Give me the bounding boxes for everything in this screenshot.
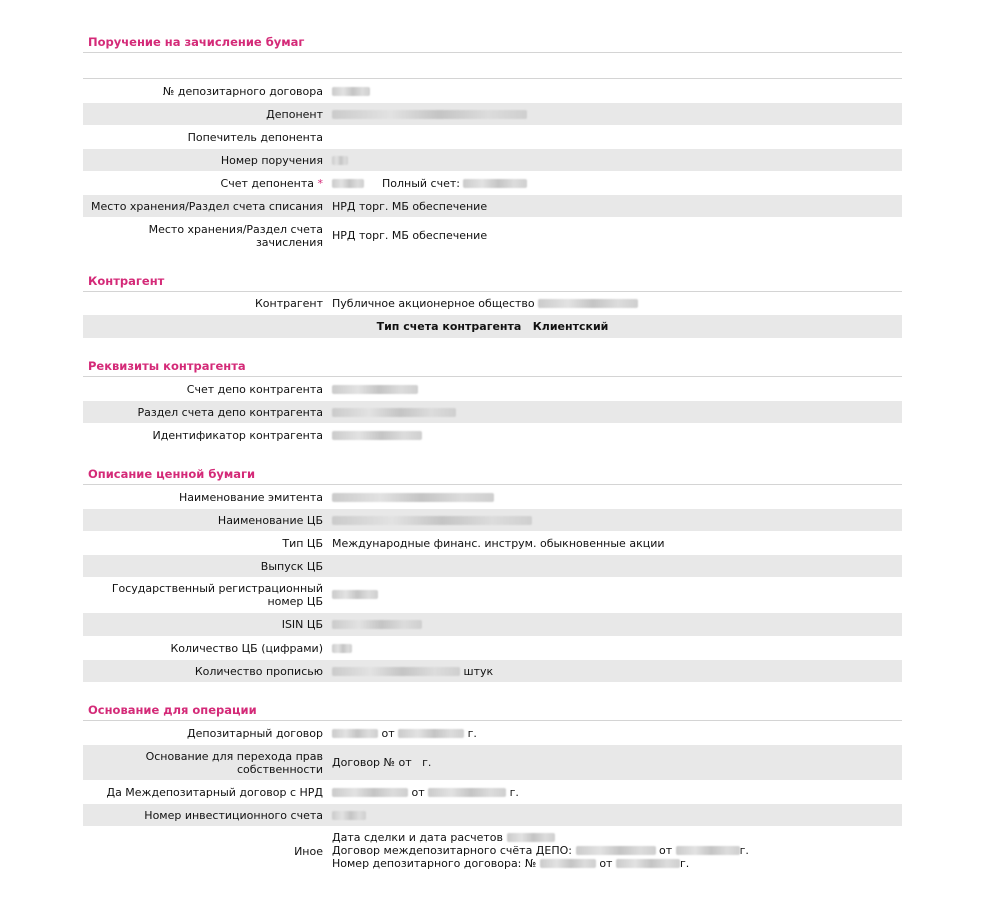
field-reg-no [83, 578, 902, 612]
field-security-type [83, 532, 902, 554]
section-title-order: Поручение на зачисление бумаг [88, 35, 305, 49]
field-issuer [83, 486, 902, 508]
depo-contract-no-value [540, 859, 596, 868]
depositor-label: Депонент [266, 108, 323, 121]
section-title-counterparty: Контрагент [88, 274, 165, 288]
field-contract-no [83, 80, 902, 102]
issue-label: Выпуск ЦБ [260, 560, 323, 573]
from-text: от [659, 844, 673, 857]
identifier-label: Идентификатор контрагента [152, 429, 323, 442]
section-title-security: Описание ценной бумаги [88, 467, 256, 481]
year-text: г. [467, 727, 477, 740]
order-no-label: Номер поручения [220, 154, 323, 167]
divider [83, 376, 902, 377]
depo-contract-no-date [616, 859, 680, 868]
counterparty-label: Контрагент [254, 297, 323, 310]
account-type-line [83, 320, 902, 333]
isin-value [332, 620, 422, 629]
reg-no-value [332, 590, 378, 599]
field-storage-debit [83, 195, 902, 217]
other-line-2: Договор междепозитарного счёта ДЕПО: [332, 844, 572, 857]
invest-label: Номер инвестиционного счета [144, 809, 323, 822]
field-other [83, 827, 902, 872]
field-security-name [83, 509, 902, 531]
field-depo-account [83, 378, 902, 400]
account-type-value: Клиентский [532, 320, 609, 333]
other-line-1: Дата сделки и дата расчетов [332, 831, 504, 844]
field-issue [83, 555, 902, 577]
counterparty-value: Публичное акционерное общество [332, 297, 535, 310]
qty-digits-value [332, 644, 352, 653]
from-text: от [599, 857, 613, 870]
section-title-basis: Основание для операции [88, 703, 257, 717]
depo-account-contract-value [576, 846, 656, 855]
other-value [332, 831, 749, 870]
field-invest-account [83, 804, 902, 826]
depo-account-value [332, 385, 418, 394]
field-qty-words [83, 660, 902, 682]
contract-no-value [332, 87, 370, 96]
field-identifier [83, 424, 902, 446]
isin-label: ISIN ЦБ [281, 618, 323, 631]
depo-account-label: Счет депо контрагента [186, 383, 323, 396]
field-depo-contract [83, 722, 902, 744]
divider [83, 52, 902, 53]
year-text: г. [739, 844, 749, 857]
invest-value [332, 811, 366, 820]
divider [83, 78, 902, 79]
identifier-value [332, 431, 422, 440]
field-nrd-contract [83, 781, 902, 803]
field-account [83, 172, 902, 194]
field-counterparty-account-type [83, 315, 902, 338]
issuer-label: Наименование эмитента [179, 491, 323, 504]
full-account-label: Полный счет: [382, 177, 460, 190]
depo-contract-label: Депозитарный договор [187, 727, 323, 740]
required-mark: * [317, 177, 323, 190]
full-account-value [463, 179, 527, 188]
field-order-no [83, 149, 902, 171]
year-text: г. [679, 857, 690, 870]
qty-words-label: Количество прописью [194, 665, 323, 678]
counterparty-name-redacted [538, 299, 638, 308]
reg-no-label: Государственный регистрационный номер ЦБ [111, 582, 323, 608]
field-depositor [83, 103, 902, 125]
divider [83, 484, 902, 485]
depo-contract-date [398, 729, 464, 738]
from-text: от [411, 786, 425, 799]
depositor-value [332, 110, 527, 119]
security-type-value: Международные финанс. инструм. обыкновенные акции [332, 537, 665, 550]
account-value [332, 179, 364, 188]
storage-credit-label: Место хранения/Раздел счета зачисления [148, 223, 323, 249]
from-text: от [398, 756, 412, 769]
other-label: Иное [294, 845, 323, 858]
nrd-contract-number [332, 788, 408, 797]
qty-unit: штук [463, 665, 494, 678]
rights-label: Основание для перехода прав собственности [145, 750, 323, 776]
depo-section-value [332, 408, 456, 417]
field-rights-basis [83, 745, 902, 780]
qty-words-value [332, 667, 460, 676]
account-label: Счет депонента * [220, 177, 323, 190]
field-depo-section [83, 401, 902, 423]
rights-value: Договор № [332, 756, 395, 769]
security-name-value [332, 516, 532, 525]
depo-section-label: Раздел счета депо контрагента [137, 406, 323, 419]
from-text: от [381, 727, 395, 740]
nrd-contract-date [428, 788, 506, 797]
security-name-label: Наименование ЦБ [217, 514, 323, 527]
contract-no-label: № депозитарного договора [162, 85, 323, 98]
issuer-value [332, 493, 494, 502]
storage-debit-label: Место хранения/Раздел счета списания [90, 200, 323, 213]
section-title-requisites: Реквизиты контрагента [88, 359, 246, 373]
field-counterparty [83, 292, 902, 314]
year-text: г. [422, 756, 432, 769]
storage-debit-value: НРД торг. МБ обеспечение [332, 200, 488, 213]
nrd-label: Да Междепозитарный договор с НРД [106, 786, 323, 799]
field-trustee [83, 126, 902, 148]
other-line-3: Номер депозитарного договора: № [332, 857, 537, 870]
field-storage-credit [83, 218, 902, 254]
deal-dates-value [507, 833, 555, 842]
qty-digits-label: Количество ЦБ (цифрами) [170, 642, 323, 655]
divider [83, 720, 902, 721]
security-type-label: Тип ЦБ [282, 537, 323, 550]
account-type-label: Тип счета контрагента [376, 320, 522, 333]
storage-credit-value: НРД торг. МБ обеспечение [332, 229, 488, 242]
depo-account-contract-date [676, 846, 740, 855]
field-qty-digits [83, 637, 902, 659]
year-text: г. [509, 786, 519, 799]
field-isin [83, 613, 902, 636]
order-no-value [332, 156, 348, 165]
depo-contract-number [332, 729, 378, 738]
trustee-label: Попечитель депонента [187, 131, 323, 144]
